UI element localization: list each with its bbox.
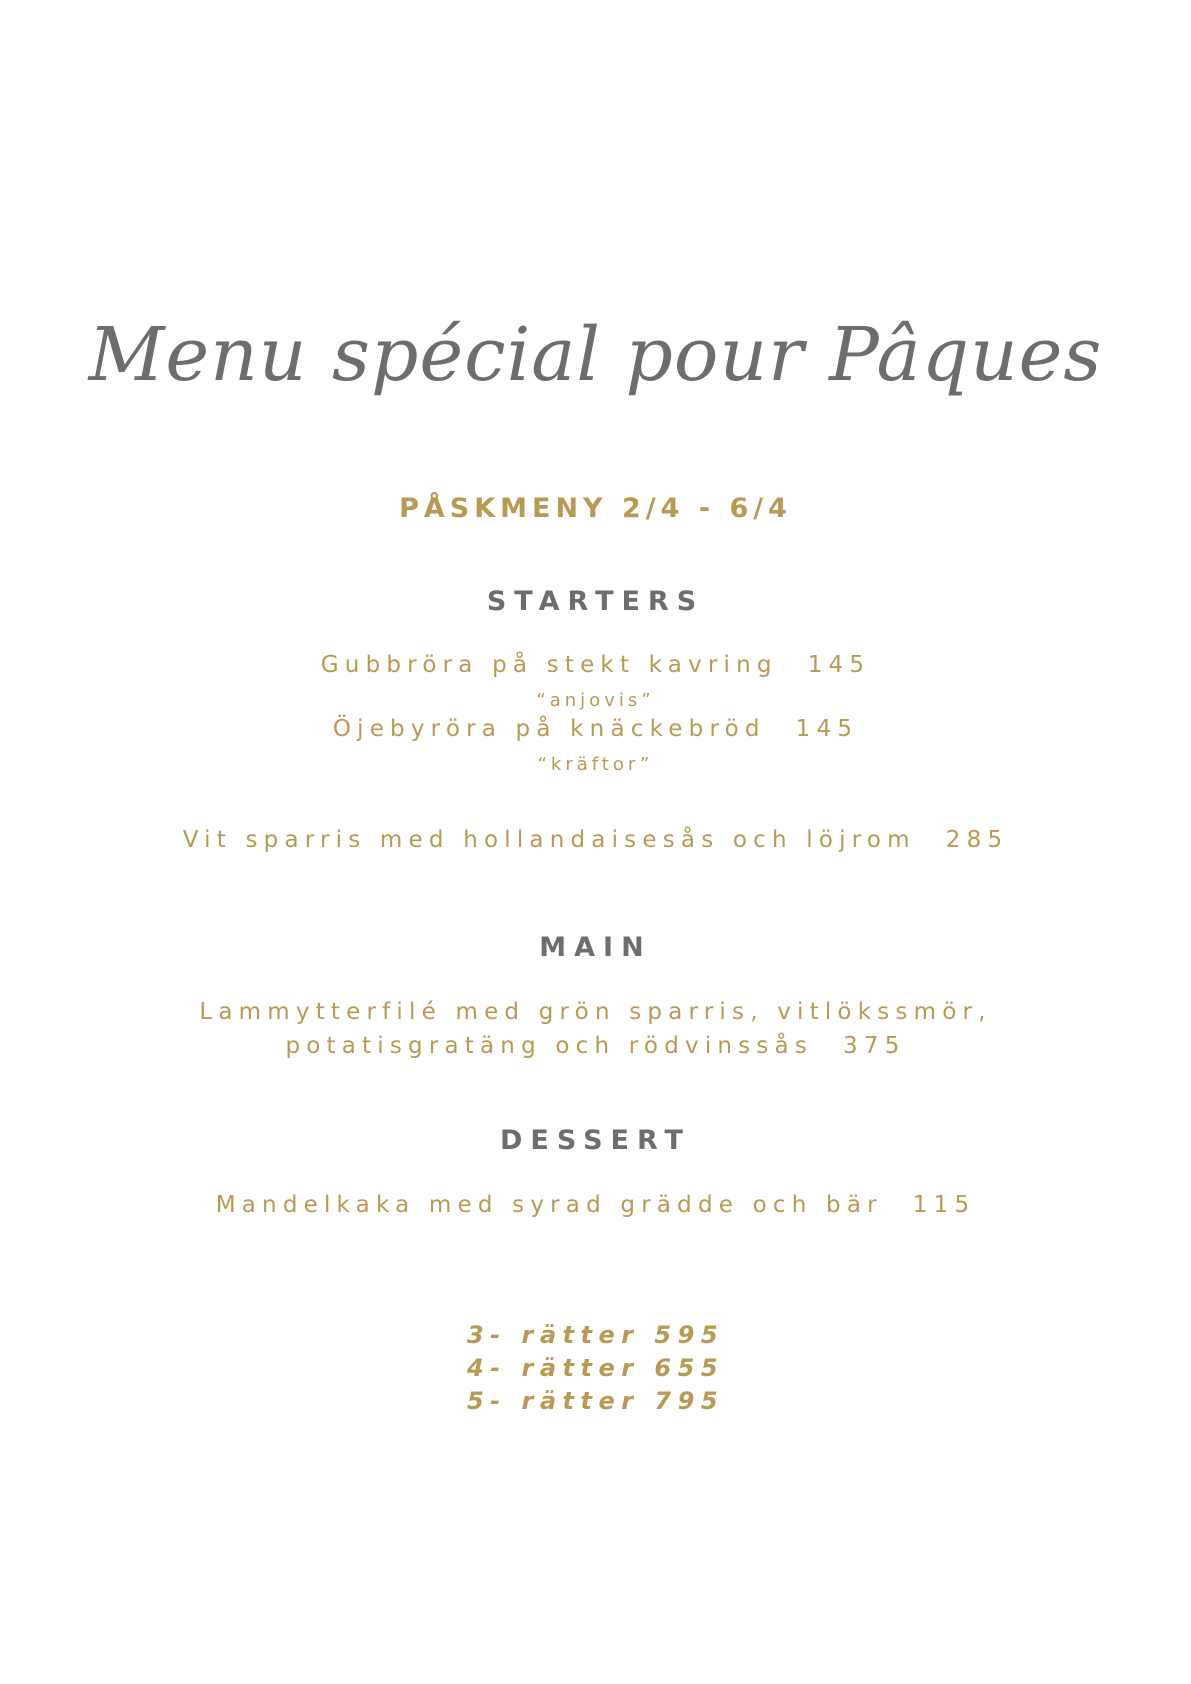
course-price-5: 5- rätter 795 [466,1387,725,1415]
section-heading-starters: STARTERS [486,586,705,617]
menu-item-note-kraftor: “kräftor” [537,754,654,775]
menu-item-price: 375 [843,1033,906,1059]
menu-item-note-anjovis: “anjovis” [536,690,655,711]
section-heading-dessert: DESSERT [500,1125,691,1156]
menu-item-ojebyrora [0,716,1191,742]
menu-item-price: 115 [912,1192,976,1218]
menu-item-gubbrora [0,652,1191,678]
course-price-4: 4- rätter 655 [466,1354,725,1382]
menu-item-vit-sparris [0,827,1191,853]
section-heading-main: MAIN [539,932,652,963]
menu-item-name: Mandelkaka med syrad grädde och bär [215,1192,883,1218]
menu-item-name: Gubbröra på stekt kavring [320,652,778,678]
menu-edition: PÅSKMENY 2/4 - 6/4 [399,493,792,524]
menu-item-price: 145 [807,652,871,678]
menu-item-price: 285 [945,827,1009,853]
menu-item-price: 145 [795,716,859,742]
menu-item-mandelkaka [0,1192,1191,1218]
menu-title: Menu spécial pour Pâques [88,312,1103,398]
menu-item-main-line1: Lammytterfilé med grön sparris, vitlökssmör, [199,999,992,1025]
course-price-3: 3- rätter 595 [466,1321,725,1349]
menu-item-main-line2 [0,1033,1191,1059]
menu-item-name: potatisgratäng och rödvinssås [285,1033,814,1059]
menu-item-name: Vit sparris med hollandaisesås och löjrom [182,827,916,853]
menu-item-name: Öjebyröra på knäckebröd [332,716,766,742]
